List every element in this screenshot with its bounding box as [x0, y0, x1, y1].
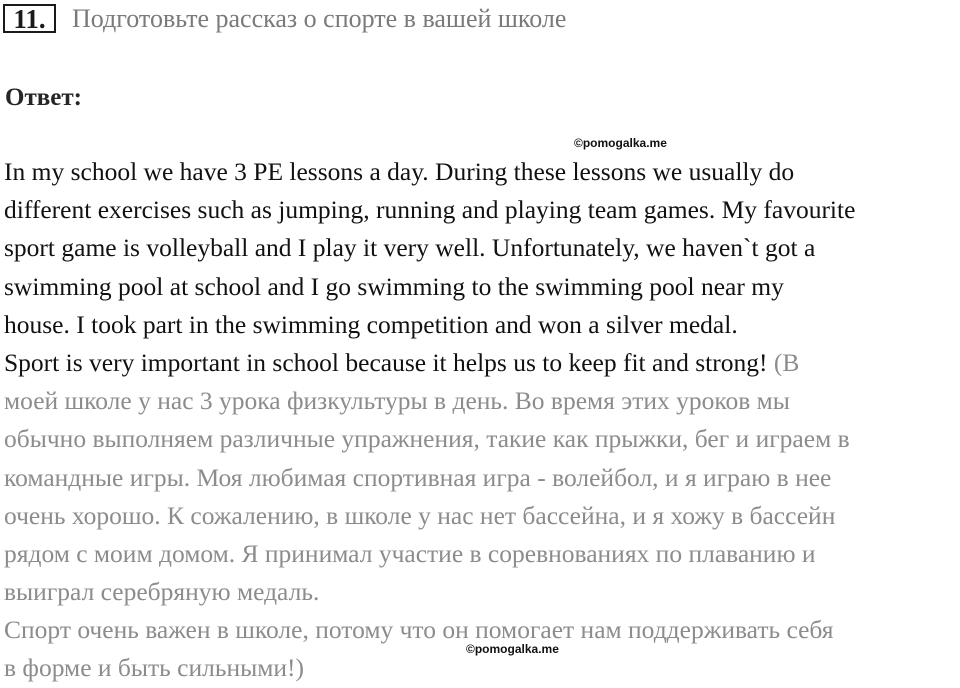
text-line	[4, 420, 960, 458]
text-line	[4, 382, 960, 420]
text-line	[4, 191, 960, 229]
text-line	[4, 459, 960, 497]
text-line	[4, 306, 960, 344]
russian-text: в форме и быть сильными!)	[4, 653, 305, 683]
text-line	[4, 535, 960, 573]
text-line	[4, 573, 960, 611]
watermark-top: ©pomogalka.me	[574, 136, 667, 150]
russian-text: моей школе у нас 3 урока физкультуры в день. Во время этих уроков мы	[4, 386, 790, 416]
russian-text: командные игры. Моя любимая спортивная игра - волейбол, и я играю в нее	[4, 462, 832, 492]
answer-text	[4, 153, 960, 688]
russian-text: выиграл серебряную медаль.	[4, 577, 320, 607]
watermark-bottom: ©pomogalka.me	[466, 642, 559, 656]
english-text: sport game is volleyball and I play it very well. Unfortunately, we haven`t got a	[4, 233, 816, 263]
answer-label: Ответ:	[5, 84, 82, 111]
text-line	[4, 153, 960, 191]
russian-text: Спорт очень важен в школе, потому что он помогает нам поддерживать себя	[4, 615, 834, 645]
task-title: Подготовьте рассказ о спорте в вашей школе	[72, 4, 567, 33]
text-line	[4, 229, 960, 267]
english-text: house. I took part in the swimming competition and won a silver medal.	[4, 309, 738, 339]
text-line	[4, 344, 960, 382]
russian-text: очень хорошо. К сожалению, в школе у нас нет бассейна, и я хожу в бассейн	[4, 500, 836, 530]
english-text: In my school we have 3 PE lessons a day. During these lessons we usually do	[4, 157, 795, 186]
russian-text: (В	[767, 347, 800, 377]
task-number-box: 11.	[3, 4, 56, 33]
text-line	[4, 268, 960, 306]
russian-text: обычно выполняем различные упражнения, такие как прыжки, бег и играем в	[4, 424, 850, 454]
text-line	[4, 497, 960, 535]
english-text: Sport is very important in school because it helps us to keep fit and strong!	[4, 347, 768, 377]
english-text: swimming pool at school and I go swimming to the swimming pool near my	[4, 271, 784, 301]
english-text: different exercises such as jumping, running and playing team games. My favourite	[4, 195, 856, 225]
russian-text: рядом с моим домом. Я принимал участие в соревнованиях по плаванию и	[4, 538, 816, 568]
